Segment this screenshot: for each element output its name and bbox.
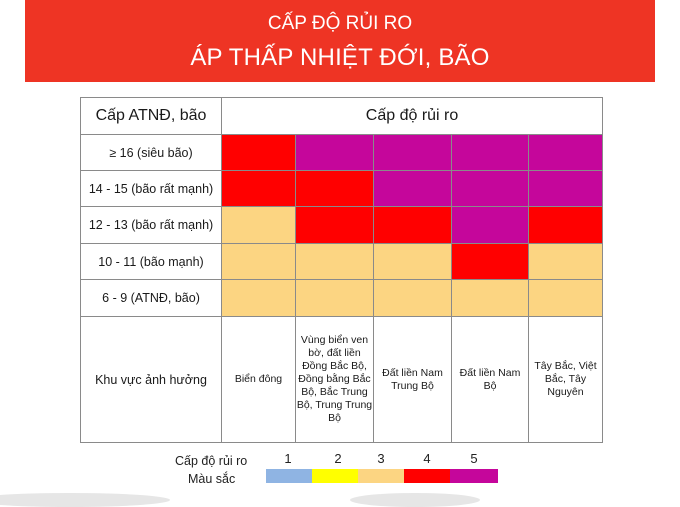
row-label: 12 - 13 (bão rất mạnh) — [81, 207, 222, 244]
risk-cell-level-4 — [296, 171, 374, 207]
legend-level-4: 4 — [423, 451, 431, 466]
legend-level-label: Cấp độ rủi ro — [175, 454, 248, 468]
risk-table — [80, 97, 603, 443]
legend-level-3: 3 — [377, 451, 385, 466]
risk-cell-level-5 — [452, 135, 529, 171]
risk-cell-level-4 — [222, 171, 296, 207]
banner-title: ÁP THẤP NHIỆT ĐỚI, BÃO — [190, 44, 490, 71]
risk-cell-level-3 — [452, 280, 529, 317]
area-bien-dong: Biển đông — [222, 317, 296, 443]
legend-swatch-5 — [450, 469, 498, 483]
legend-level-1: 1 — [284, 451, 292, 466]
row-label: 14 - 15 (bão rất mạnh) — [81, 171, 222, 207]
risk-cell-level-5 — [296, 135, 374, 171]
risk-cell-level-5 — [374, 135, 452, 171]
risk-cell-level-3 — [222, 207, 296, 244]
risk-cell-level-3 — [296, 244, 374, 280]
risk-cell-level-5 — [452, 207, 529, 244]
risk-cell-level-3 — [222, 244, 296, 280]
risk-cell-level-3 — [222, 280, 296, 317]
banner-subtitle: CẤP ĐỘ RỦI RO — [267, 13, 413, 34]
risk-cell-level-4 — [296, 207, 374, 244]
risk-cell-level-4 — [452, 244, 529, 280]
risk-cell-level-3 — [374, 244, 452, 280]
risk-cell-level-4 — [222, 135, 296, 171]
area-highlands: Tây Bắc, Việt Bắc, Tây Nguyên — [529, 317, 603, 443]
risk-cell-level-3 — [296, 280, 374, 317]
legend-swatch-1 — [266, 469, 312, 483]
row-label: 6 - 9 (ATNĐ, bão) — [81, 280, 222, 317]
risk-cell-level-3 — [374, 280, 452, 317]
legend-swatch-3 — [358, 469, 404, 483]
legend-level-2: 2 — [334, 451, 342, 466]
legend-swatch-4 — [404, 469, 450, 483]
decorative-arc — [350, 493, 480, 507]
affected-area-label: Khu vực ảnh hưởng — [81, 317, 222, 443]
risk-cell-level-5 — [529, 135, 603, 171]
risk-cell-level-4 — [529, 207, 603, 244]
risk-cell-level-3 — [529, 280, 603, 317]
area-coastal-north-central: Vùng biển ven bờ, đất liền Đồng Bắc Bộ, Đồng bằng Bắc Bộ, Bắc Trung Bộ, Trung Trung Bộ — [296, 317, 374, 443]
header-storm-level: Cấp ATNĐ, bão — [81, 98, 222, 135]
header-risk-level: Cấp độ rủi ro — [222, 98, 603, 135]
risk-cell-level-4 — [374, 207, 452, 244]
area-south-central: Đất liền Nam Trung Bộ — [374, 317, 452, 443]
decorative-arc — [0, 493, 170, 507]
risk-cell-level-5 — [452, 171, 529, 207]
legend-level-5: 5 — [470, 451, 478, 466]
row-label: 10 - 11 (bão mạnh) — [81, 244, 222, 280]
legend-color-label: Màu sắc — [188, 472, 236, 486]
risk-cell-level-5 — [374, 171, 452, 207]
area-south: Đất liền Nam Bộ — [452, 317, 529, 443]
legend-swatch-2 — [312, 469, 358, 483]
title-banner — [25, 0, 655, 82]
risk-cell-level-3 — [529, 244, 603, 280]
risk-cell-level-5 — [529, 171, 603, 207]
row-label: ≥ 16 (siêu bão) — [81, 135, 222, 171]
